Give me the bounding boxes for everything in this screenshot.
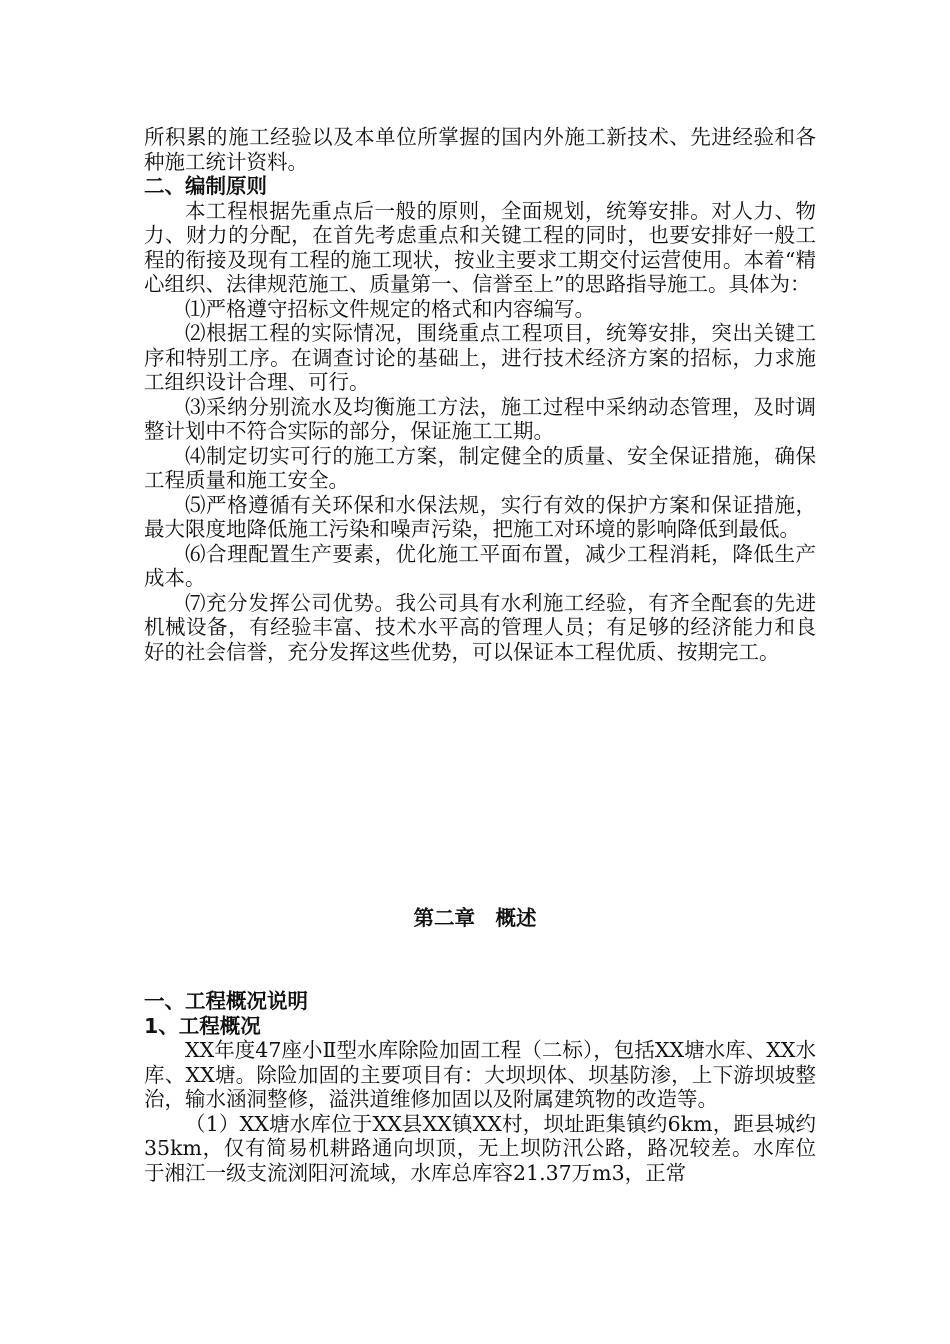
principle-item: ⑺充分发挥公司优势。我公司具有水利施工经验，有齐全配套的先进机械设备，有经验丰富、技术水平高的管理人员；有足够的经济能力和良好的社会信誉，充分发挥这些优势，可以保证本工程优质、按期完工。 [144,590,816,664]
section-project-overview [144,989,816,1185]
section-heading: 一、工程概况说明 [144,989,308,1013]
reservoir-paragraph: （1）XX塘水库位于XX县XX镇XX村，坝址距集镇约6km，距县城约35km，仅有简易机耕路通向坝顶，无上坝防汛公路，路况较差。水库位于湘江一级支流浏阳河流域，水库总库容21.37万m3，正常 [144,1111,816,1185]
section-compilation-principles [144,125,816,664]
overview-paragraph: XX年度47座小Ⅱ型水库除险加固工程（二标），包括XX塘水库、XX水库、XX塘。除险加固的主要项目有：大坝坝体、坝基防渗，上下游坝坡整治，输水涵洞整修，溢洪道维修加固以及附属建筑物的改造等。 [144,1038,816,1111]
continuation-paragraph: 所积累的施工经验以及本单位所掌握的国内外施工新技术、先进经验和各种施工统计资料。 [144,125,816,174]
principle-item: ⑸严格遵循有关环保和水保法规，实行有效的保护方案和保证措施，最大限度地降低施工污染和噪声污染，把施工对环境的影响降低到最低。 [144,492,816,541]
intro-paragraph: 本工程根据先重点后一般的原则，全面规划，统筹安排。对人力、物力、财力的分配，在首先考虑重点和关键工程的同时，也要安排好一般工程的衔接及现有工程的施工现状，按业主要求工期交付运营使用。本着“精心组织、法律规范施工、质量第一、信誉至上”的思路指导施工。具体为： [144,198,816,296]
principle-item: ⑴严格遵守招标文件规定的格式和内容编写。 [185,296,595,321]
principle-item: ⑵根据工程的实际情况，围绕重点工程项目，统筹安排，突出关键工序和特别工序。在调查讨论的基础上，进行技术经济方案的招标，力求施工组织设计合理、可行。 [144,321,816,394]
subsection-heading: 1、工程概况 [144,1013,261,1038]
principle-item: ⑷制定切实可行的施工方案，制定健全的质量、安全保证措施，确保工程质量和施工安全。 [144,443,816,492]
chapter-title: 第二章 概述 [413,906,537,930]
principle-item: ⑶采纳分别流水及均衡施工方法，施工过程中采纳动态管理，及时调整计划中不符合实际的部分，保证施工工期。 [144,394,816,443]
section-heading: 二、编制原则 [144,174,267,198]
principle-item: ⑹合理配置生产要素，优化施工平面布置，减少工程消耗，降低生产成本。 [144,541,816,590]
